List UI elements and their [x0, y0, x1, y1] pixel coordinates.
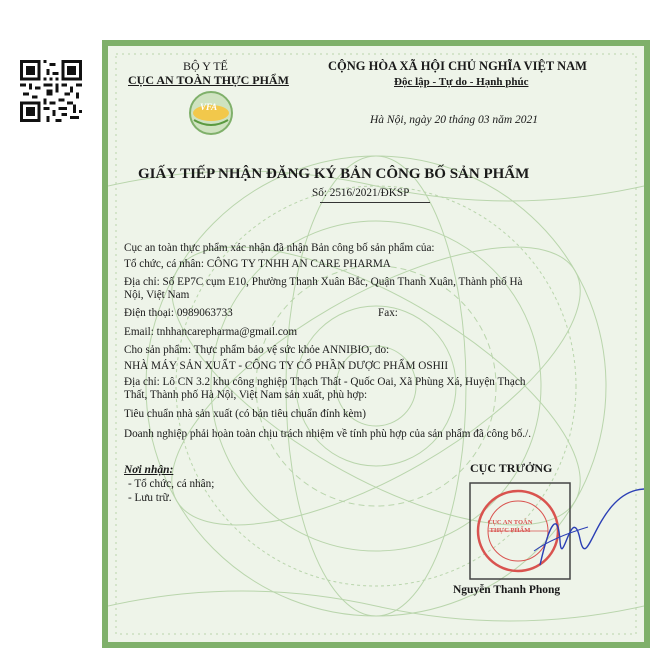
manufacturer-address-line-2: Thất, Thành phố Hà Nội, Việt Nam sản xuất, phù hợp: [124, 389, 368, 401]
address-line-1: Địa chỉ: Số EP7C cụm E10, Phường Thanh Xuân Bắc, Quận Thanh Xuân, Thành phố Hà [124, 276, 523, 288]
ministry-name: BỘ Y TẾ [183, 59, 228, 73]
recipient-item: - Lưu trữ. [128, 492, 172, 504]
vfa-logo-icon [188, 90, 234, 136]
address-line-2: Nội, Việt Nam [124, 289, 190, 301]
place-date: Hà Nội, ngày 20 tháng 03 năm 2021 [370, 114, 539, 126]
intro-text: Cục an toàn thực phẩm xác nhận đã nhận Bản công bố sản phẩm của: [124, 242, 435, 254]
logo-text: VFA [200, 102, 218, 112]
email: Email: tnhhancarepharma@gmail.com [124, 326, 298, 338]
agency-name: CỤC AN TOÀN THỰC PHẨM [128, 73, 289, 87]
signer-role: CỤC TRƯỞNG [470, 461, 553, 475]
manufacturer-address-line-1: Địa chỉ: Lô CN 3.2 khu công nghiệp Thạch Thất - Quốc Oai, Xã Phùng Xá, Huyện Thạch [124, 376, 526, 388]
certificate-document [102, 40, 650, 648]
stamp-text: CỤC AN TOÀN THỰC PHẨM [487, 519, 533, 535]
product: Cho sản phẩm: Thực phẩm bảo vệ sức khỏe ANNIBIO, do: [124, 344, 390, 356]
recipient-item: - Tổ chức, cá nhân; [128, 478, 215, 490]
document-title: GIẤY TIẾP NHẬN ĐĂNG KÝ BẢN CÔNG BỐ SẢN PHẨM [138, 166, 530, 182]
recipients-label: Nơi nhận: [124, 464, 174, 476]
signer-name: Nguyễn Thanh Phong [453, 584, 561, 596]
responsibility-statement: Doanh nghiệp phải hoàn toàn chịu trách nhiệm về tính phù hợp của sản phẩm đã công bố./. [124, 428, 532, 440]
qr-code-icon [20, 60, 82, 122]
fax: Fax: [378, 307, 398, 319]
document-content [108, 46, 644, 642]
document-number: Số: 2516/2021/ĐKSP [312, 187, 410, 199]
standard: Tiêu chuẩn nhà sản xuất (có bản tiêu chuẩn đính kèm) [124, 408, 366, 420]
title-underline [320, 202, 430, 203]
manufacturer: NHÀ MÁY SẢN XUẤT - CÔNG TY CỔ PHẦN DƯỢC PHẨM OSHII [124, 360, 449, 372]
republic-name: CỘNG HÒA XÃ HỘI CHỦ NGHĨA VIỆT NAM [328, 59, 587, 73]
national-motto: Độc lập - Tự do - Hạnh phúc [394, 76, 529, 88]
organization: Tổ chức, cá nhân: CÔNG TY TNHH AN CARE PHARMA [124, 258, 391, 270]
phone: Điện thoại: 0989063733 [124, 307, 233, 319]
